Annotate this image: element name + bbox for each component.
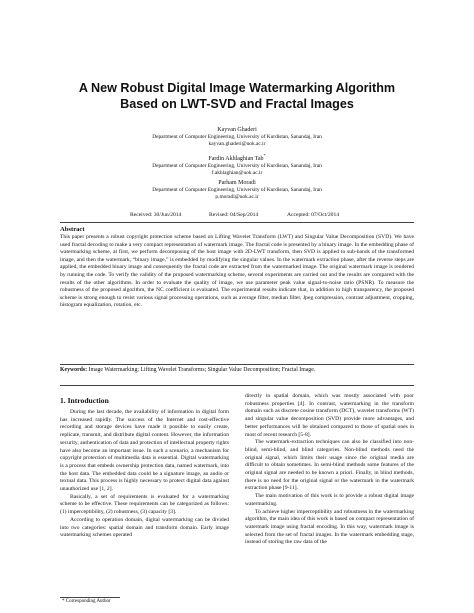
paragraph: Basically, a set of requirements is evaluated for a watermarking scheme to be effective. These requirements can be categorized as follows: (1) imperceptibility, (2) robustness, (3) capacity [3]. [60, 493, 229, 516]
abstract-text: This paper presents a robust copyright protection scheme based on Lifting Wavelet Transform (LWT) and Singular Value Decomposition (SVD). We have used fractal decoding to make a very compact representation of watermark image. The fractal code is presented by a binary image. In the embedding phase of watermarking scheme, at first, we perform decomposing of the host image with 2D-LWT transform, then SVD is applied to sub-bands of the transformed image, and then the watermark, “binary image,” is embedded by modifying the singular values. In the watermark extraction phase, after the reverse steps are applied, the embedded binary image and consequently the fractal code are extracted from the watermarked image. The original watermark image is rendered by running the code. To verify the validity of the proposed watermarking scheme, several experiments are carried out and the results are compared with the results of the other algorithms. In order to evaluate the quality of image, we use parameter peak value signal-to-noise ratio (PSNR). To measure the robustness of the proposed algorithm, the NC coefficient is evaluated. The experimental results indicate that, in addition to high transparency, the proposed scheme is strong enough to resist various signal processing operations, such as average filter, median filter, Jpeg compression, contrast adjustment, cropping, histogram equalization, rotation, etc. [60, 234, 414, 309]
keywords-label: Keywords: [60, 367, 88, 373]
section-heading-introduction: 1. Introduction [60, 396, 109, 405]
paragraph: directly in spatial domain, which was mostly associated with poor robustness properties [4]. In contrast, watermarking in the transform domain such as discrete cosine transform (DCT), wavelet transforms (WT) and singular value decomposition (SVD) provide more advantages, and better performances will be obtained compared to those of spatial ones in most of recent research [5-8]. [245, 393, 414, 438]
left-column [60, 409, 229, 540]
author-name: Parham Moradi [218, 180, 256, 186]
abstract-top-rule [60, 222, 414, 223]
accepted-date: Accepted: 07/Oct/2014 [287, 212, 340, 218]
right-column [245, 393, 414, 547]
author-block-1 [60, 127, 414, 148]
author-block-3 [60, 180, 414, 201]
author-name: Kayvan Ghaderi [217, 127, 257, 133]
footnote: * Corresponding Author [62, 599, 111, 604]
paragraph: The main motivation of this work is to provide a robust digital image watermarking. [245, 493, 414, 507]
paragraph: To achieve higher imperceptibility and robustness in the watermarking algorithm, the main idea of this work is based on compact representation of watermark image using fractal encoding. In this way, watermark image is selected from the set of fractal images. In the watermark embedding stage, instead of storing the raw data of the [245, 508, 414, 546]
keywords-text: Image Watermarking; Lifting Wavelet Transforms; Singular Value Decomposition; Fractal Image. [88, 367, 316, 373]
author-block-2 [60, 152, 414, 177]
abstract-bottom-rule [60, 364, 414, 365]
keywords-line [60, 367, 414, 375]
author-affiliation: Department of Computer Engineering, University of Kurdistan, Sanandaj, Iran [152, 163, 322, 170]
corresponding-author-mark: * [263, 153, 266, 158]
author-email: kayvan.ghaderi@uok.ac.ir [208, 141, 266, 148]
footnote-rule [60, 597, 120, 598]
paragraph: During the last decade, the availability of information in digital form has increased rapidly. The success of the Internet and cost-effective recording and storage devices have made it possible to easily create, replicate, transmit, and distribute digital content. However, the information security, authentication of data and protection of intellectual property rights have also become an important issue. In such a scenario, a mechanism for copyright protection of multimedia data is essential. Digital watermarking is a process that embeds ownership protection data, named watermark, into the host data. The embedded data could be a signature image, an audio or textual data. This process is highly necessary to protect digital data against unauthorized use [1, 2]. [60, 409, 229, 493]
author-affiliation: Department of Computer Engineering, University of Kurdistan, Sanandaj, Iran [152, 187, 322, 194]
author-affiliation: Department of Computer Engineering, University of Kurdistan, Sanandaj, Iran [152, 134, 322, 141]
paragraph: According to operation domain, digital watermarking can be divided into two categories: spatial domain and transform domain. Early image watermarking schemes operated [60, 516, 229, 539]
received-date: Received: 30/Jun/2014 [130, 212, 182, 218]
paper-title-line-1: A New Robust Digital Image Watermarking Algorithm [78, 81, 396, 95]
paragraph: The watermark-extraction techniques can also be classified into non-blind, semi-blind, and blind categories. Non-blind methods need the original signal, which limits their usage since the original media are difficult to obtain sometimes. In semi-blind methods some features of the original signal are needed to be known a priori. Finally, in blind methods, there is no need for the original signal or the watermark in the watermark extraction phase [9-11]. [245, 439, 414, 492]
revised-date: Revised: 04/Sep/2014 [209, 212, 259, 218]
author-name: Fardin Akhlaghian Tab [208, 156, 264, 162]
author-email: f.akhlaghian@uok.ac.ir [211, 170, 263, 177]
author-email: p.moradi@uok.ac.ir [215, 194, 259, 201]
abstract-heading: Abstract [60, 226, 85, 233]
paper-title-line-2: Based on LWT-SVD and Fractal Images [120, 97, 354, 111]
keywords-bottom-rule [60, 385, 414, 386]
